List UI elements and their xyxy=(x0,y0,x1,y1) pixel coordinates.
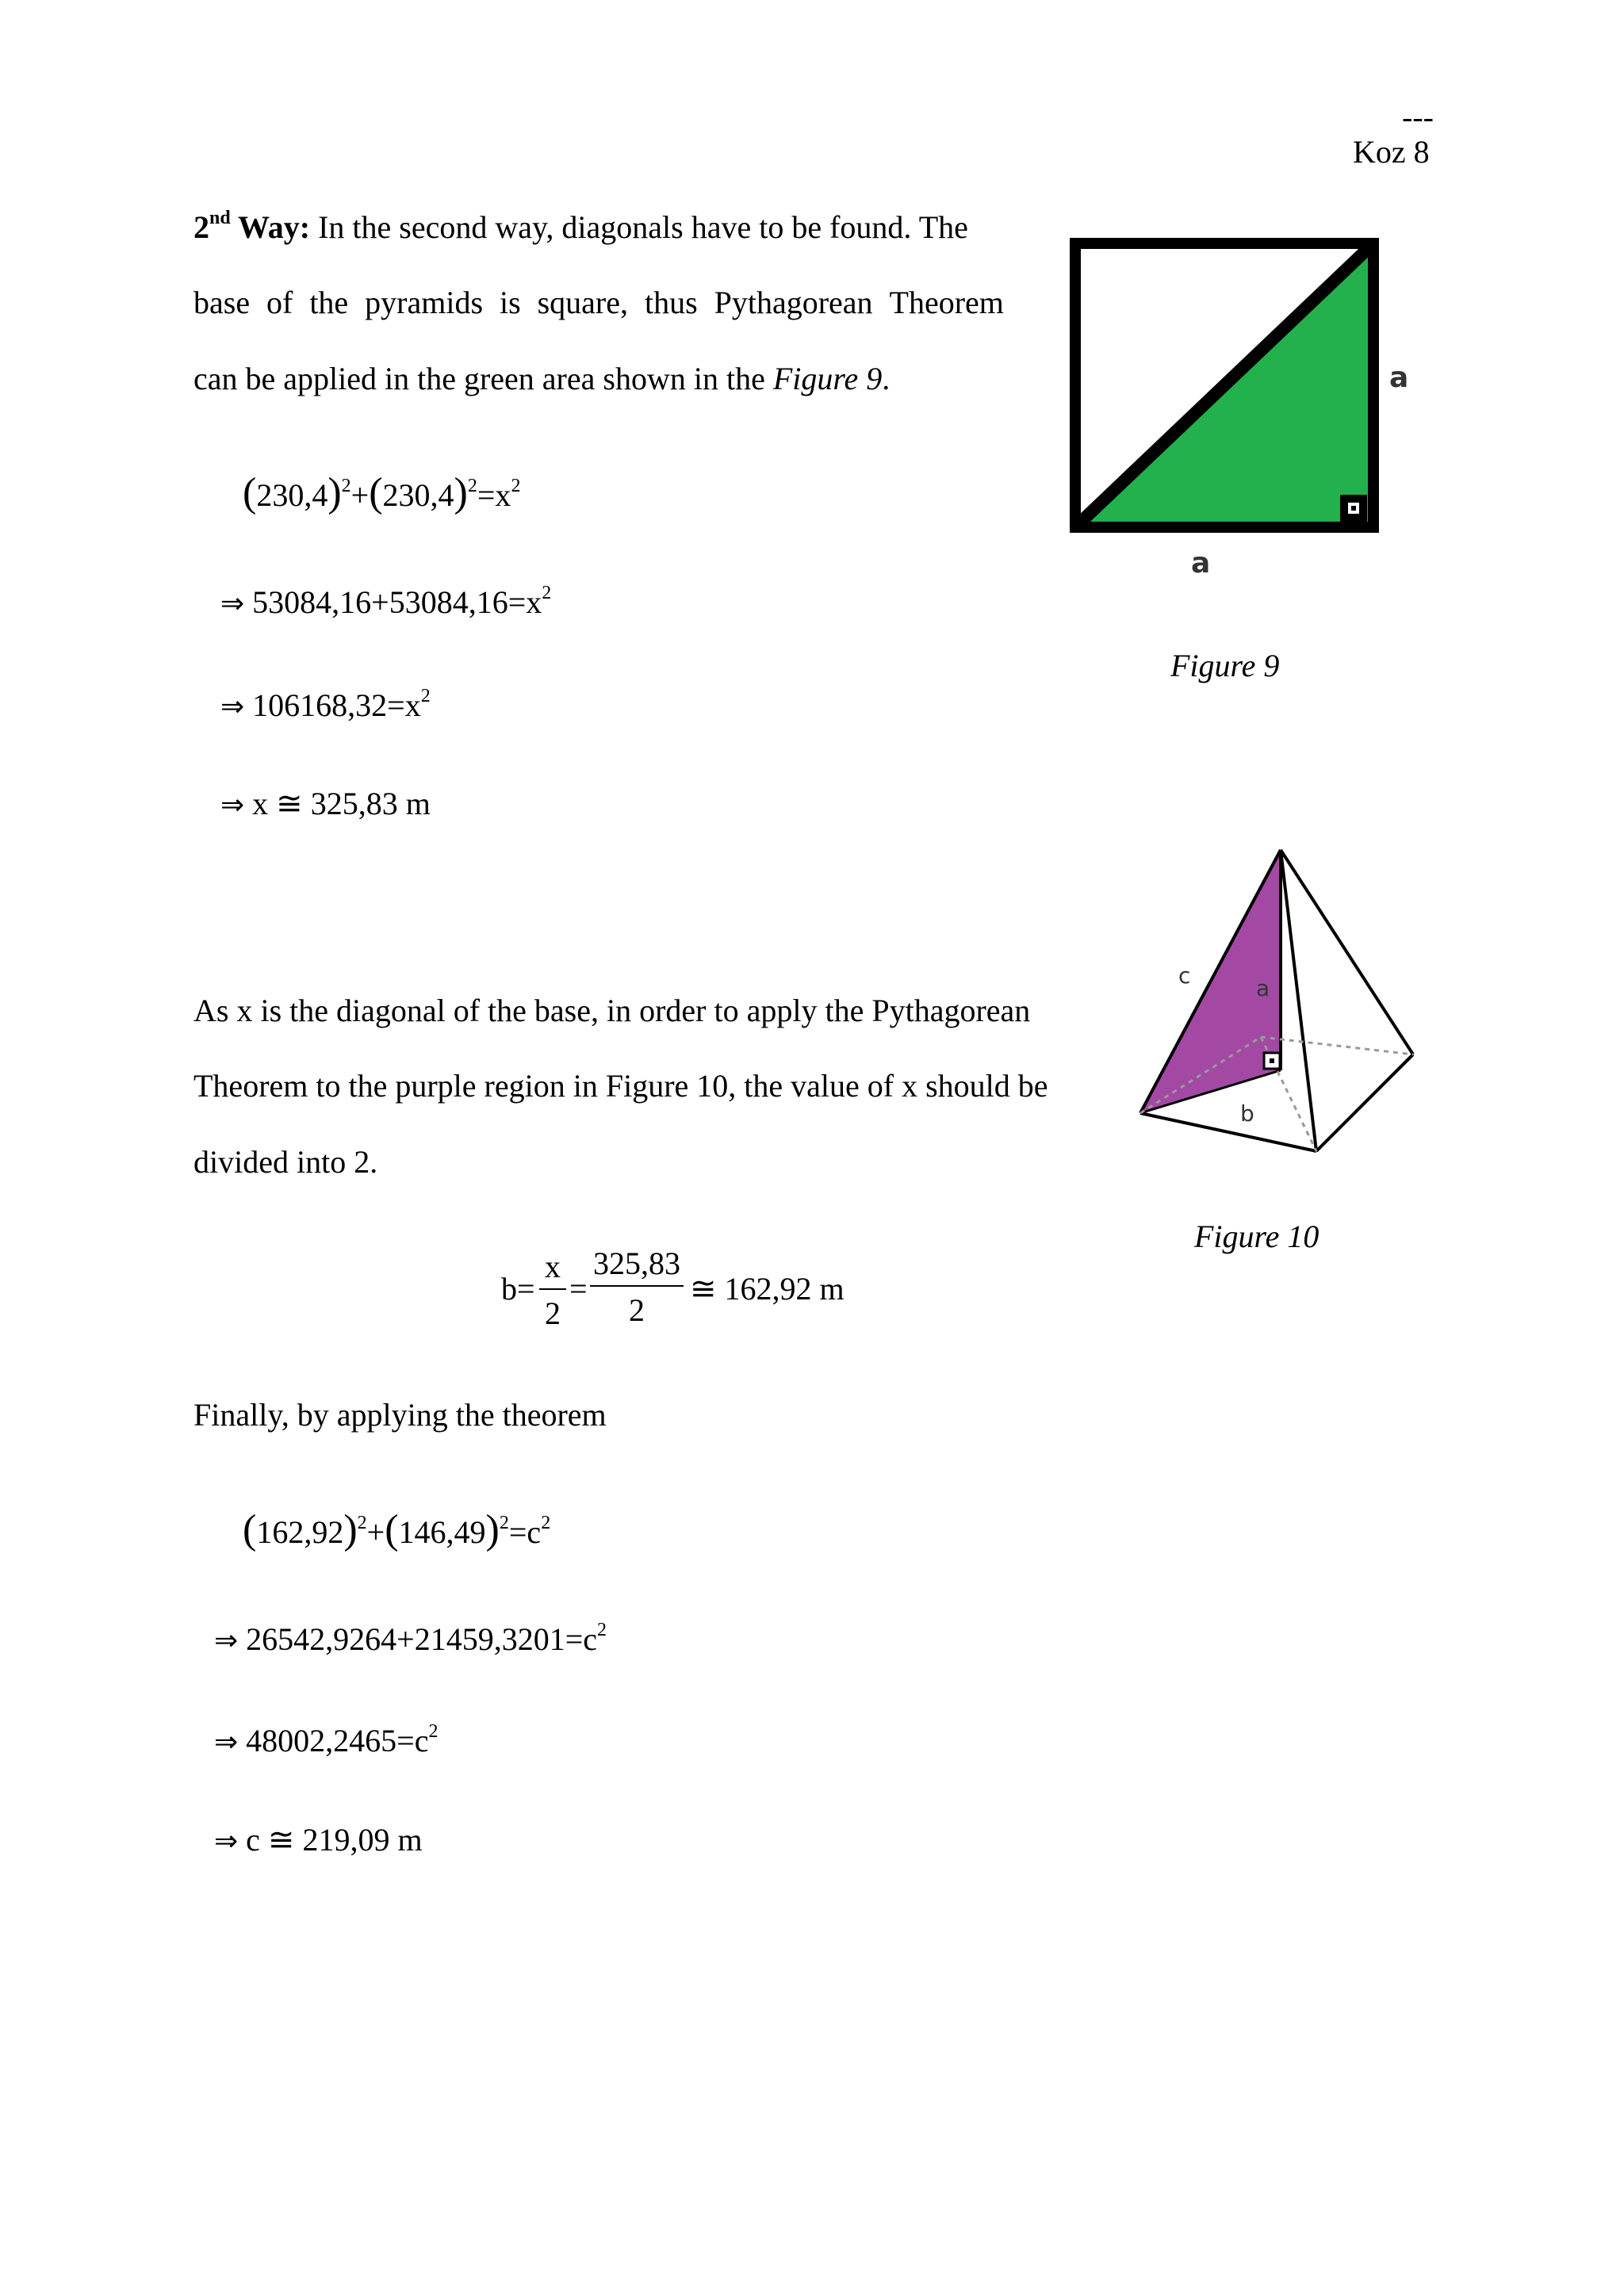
equation-3: ⇒ $106168,32=x^2$ xyxy=(220,686,431,723)
figure9-label-right: a xyxy=(1389,362,1409,394)
implies-icon: ⇒ xyxy=(214,1726,239,1758)
intro-period: . xyxy=(882,361,891,396)
fraction-result: ≅ 162,92 m xyxy=(690,1271,845,1307)
implies-icon: ⇒ xyxy=(214,1624,239,1657)
equation-2: ⇒ $53084,16+53084,16=x^2$ xyxy=(220,583,552,620)
fraction-value-over-2 xyxy=(590,1245,684,1329)
intro-word: is xyxy=(499,285,521,320)
paragraph3-line1: Finally, by applying the theorem xyxy=(193,1397,607,1433)
page-number: Koz 8 xyxy=(1353,134,1430,170)
implies-icon: ⇒ xyxy=(220,691,245,723)
implies-icon: ⇒ xyxy=(220,587,245,620)
intro-word: of xyxy=(266,285,293,320)
paragraph2-line3: divided into 2. xyxy=(193,1144,378,1180)
fraction-denominator: 2 xyxy=(629,1292,645,1328)
figure10-pyramid-diagram xyxy=(1134,840,1435,1158)
equation-1: $(230,4)^2+(230,4)^2=x^2$ xyxy=(243,470,521,515)
figure10-label-a: a xyxy=(1256,975,1270,1001)
fraction-denominator: 2 xyxy=(545,1295,561,1331)
fraction-numerator: x xyxy=(545,1249,561,1284)
intro-word: pyramids xyxy=(365,285,484,320)
fraction-x-over-2 xyxy=(539,1248,566,1332)
figure10-caption: Figure 10 xyxy=(1194,1219,1320,1254)
heading-word: Way: xyxy=(237,209,311,245)
intro-word: Pythagorean xyxy=(714,285,873,320)
implies-icon: ⇒ xyxy=(220,789,245,821)
heading-ordinal: nd xyxy=(209,208,231,228)
intro-text-1: In the second way, diagonals have to be found. The xyxy=(318,209,968,245)
figure-reference: Figure 9 xyxy=(772,361,883,396)
figure9-label-bottom: a xyxy=(1191,547,1211,580)
equation-7: ⇒ $48002,2465=c^2$ xyxy=(214,1721,439,1758)
equation-6: ⇒ $26542,9264+21459,3201=c^2$ xyxy=(214,1620,607,1657)
intro-word: Theorem xyxy=(889,285,1004,320)
heading-number: 2 xyxy=(193,209,209,245)
intro-word: base xyxy=(193,285,251,320)
section-intro-line2 xyxy=(193,287,1004,319)
paragraph2-line2: Theorem to the purple region in Figure 10, the value of x should be xyxy=(193,1068,1048,1104)
figure10-label-c: c xyxy=(1178,962,1191,989)
paragraph2-line1: As x is the diagonal of the base, in order to apply the Pythagorean xyxy=(193,993,1031,1028)
fraction-lhs: b= xyxy=(501,1271,535,1307)
intro-word: thus xyxy=(644,285,698,320)
implies-icon: ⇒ xyxy=(214,1825,239,1858)
intro-text-3: can be applied in the green area shown in the xyxy=(193,361,773,396)
section-intro-line3 xyxy=(193,363,890,395)
equation-8: ⇒ c ≅ 219,09 m xyxy=(214,1822,423,1858)
figure9-square-diagram xyxy=(1063,232,1443,596)
section-intro-line1 xyxy=(193,208,968,245)
header-dashes: --- xyxy=(1402,99,1434,135)
figure9-caption: Figure 9 xyxy=(1170,648,1280,683)
intro-word: the xyxy=(309,285,349,320)
equation-5: $(162,92)^2+(146,49)^2=c^2$ xyxy=(243,1507,551,1552)
figure10-label-b: b xyxy=(1240,1100,1254,1127)
equation-4: ⇒ x ≅ 325,83 m xyxy=(220,786,431,821)
fraction-equals: = xyxy=(569,1271,588,1307)
intro-word: square, xyxy=(537,285,629,320)
fraction-numerator: 325,83 xyxy=(593,1246,680,1281)
